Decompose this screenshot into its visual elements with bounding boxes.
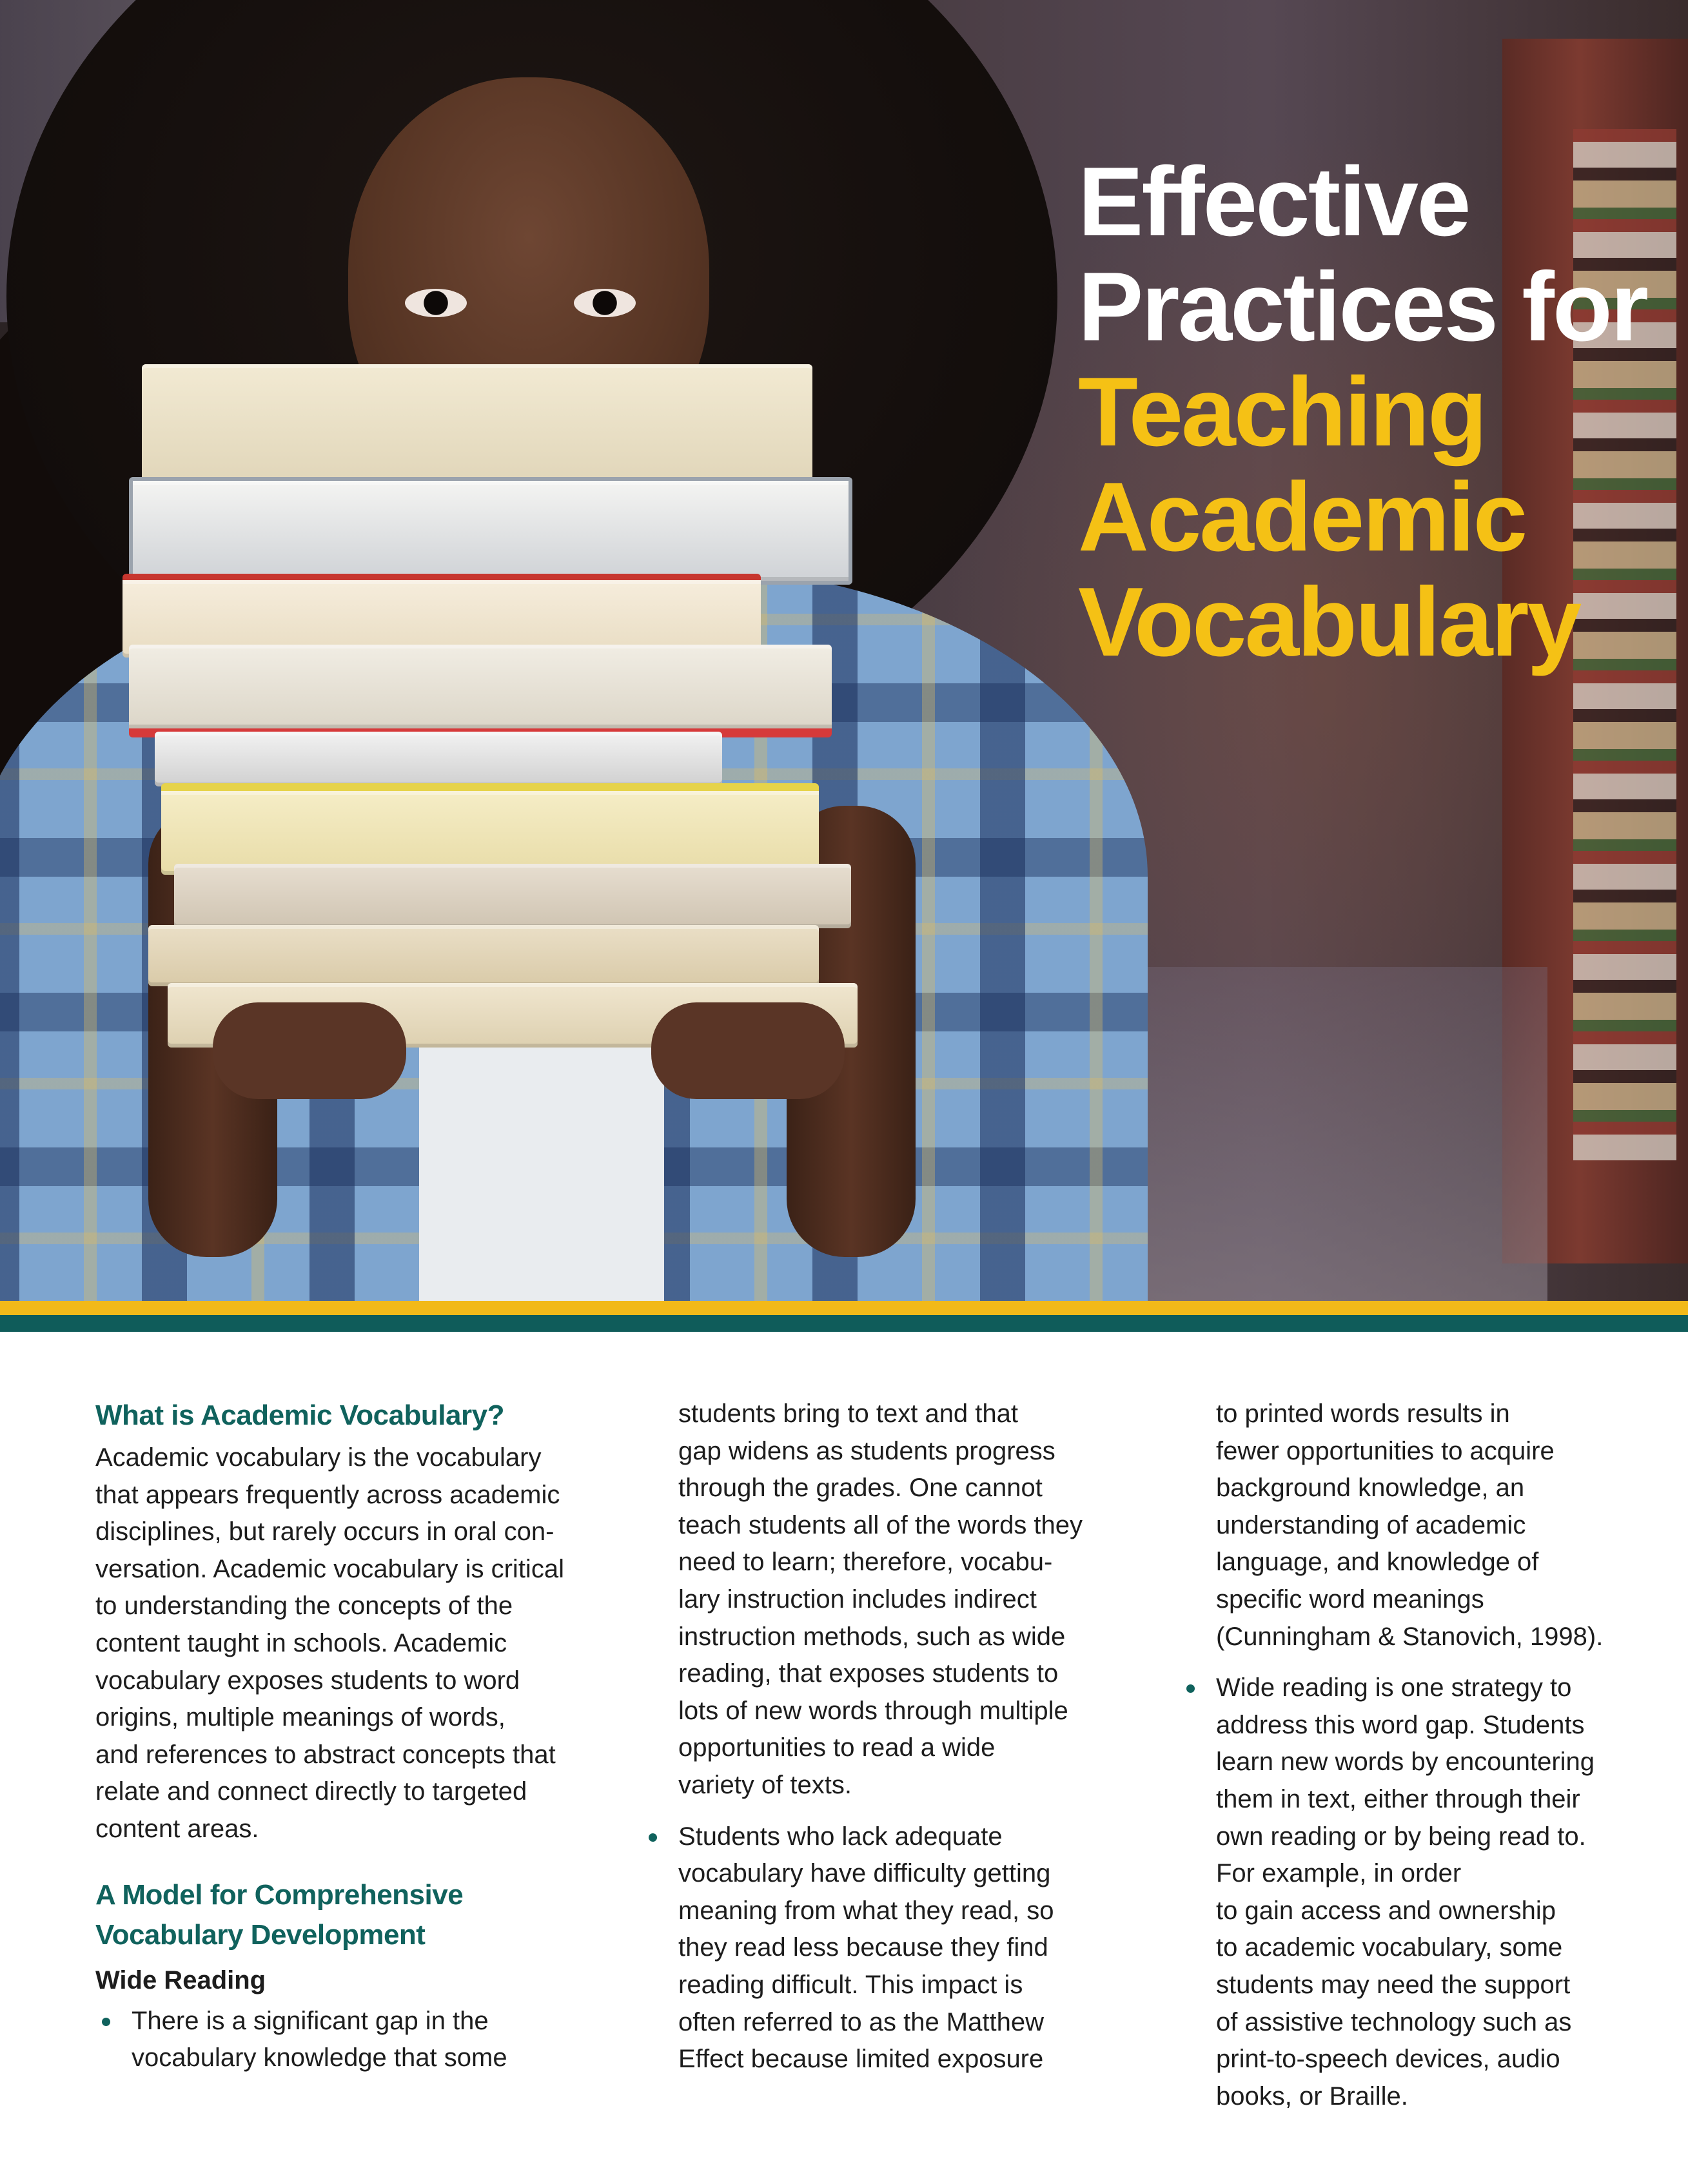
text-line: they read less because they find bbox=[678, 1933, 1048, 1962]
text-line: fewer opportunities to acquire bbox=[1216, 1436, 1555, 1465]
text-line: address this word gap. Students bbox=[1216, 1710, 1585, 1739]
text-line: (Cunningham & Stanovich, 1998). bbox=[1216, 1622, 1604, 1651]
heading-model-line: A Model for Comprehensive bbox=[95, 1878, 464, 1911]
text-line: understanding of academic bbox=[1216, 1510, 1526, 1539]
heading-model-line: Vocabulary Development bbox=[95, 1918, 426, 1951]
text-line: relate and connect directly to targeted bbox=[95, 1777, 527, 1806]
text-line: to gain access and ownership bbox=[1216, 1896, 1556, 1925]
text-line: language, and knowledge of bbox=[1216, 1548, 1539, 1577]
text-line: students may need the support bbox=[1216, 1970, 1571, 1999]
text-line: variety of texts. bbox=[678, 1770, 852, 1799]
text-line: lots of new words through multiple bbox=[678, 1696, 1068, 1725]
text-line: teach students all of the words they bbox=[678, 1510, 1083, 1539]
text-line: content taught in schools. Academic bbox=[95, 1628, 507, 1657]
book-2 bbox=[129, 477, 852, 585]
text-line: to understanding the concepts of the bbox=[95, 1592, 513, 1621]
text-column-3 bbox=[1180, 1396, 1663, 2115]
text-line: For example, in order bbox=[1216, 1859, 1462, 1888]
heading-model bbox=[95, 1875, 579, 1955]
text-line: that appears frequently across academic bbox=[95, 1480, 560, 1509]
text-line: vocabulary have difficulty getting bbox=[678, 1859, 1051, 1888]
book-5 bbox=[155, 732, 722, 786]
text-line: Students who lack adequate bbox=[678, 1822, 1003, 1851]
left-eye bbox=[405, 289, 467, 317]
text-line: specific word meanings bbox=[1216, 1584, 1484, 1614]
text-line: reading difficult. This impact is bbox=[678, 1970, 1023, 1999]
text-line: through the grades. One cannot bbox=[678, 1474, 1043, 1503]
text-line: Academic vocabulary is the vocabulary bbox=[95, 1443, 542, 1472]
text-line: meaning from what they read, so bbox=[678, 1896, 1054, 1925]
book-8 bbox=[148, 925, 819, 986]
text-line: gap widens as students progress bbox=[678, 1436, 1055, 1465]
text-line: origins, multiple meanings of words, bbox=[95, 1703, 505, 1732]
text-line: Wide reading is one strategy to bbox=[1216, 1673, 1572, 1702]
text-line: opportunities to read a wide bbox=[678, 1733, 996, 1762]
text-line: learn new words by encountering bbox=[1216, 1748, 1595, 1777]
text-line: background knowledge, an bbox=[1216, 1474, 1525, 1503]
bullet-item-3 bbox=[1180, 1670, 1663, 2115]
left-hand bbox=[213, 1002, 406, 1099]
text-line: to academic vocabulary, some bbox=[1216, 1933, 1563, 1962]
bullet-item-2-continued bbox=[1180, 1396, 1663, 1655]
text-line: vocabulary knowledge that some bbox=[132, 2043, 507, 2072]
divider-stripe-yellow bbox=[0, 1301, 1688, 1315]
heading-what-is: What is Academic Vocabulary? bbox=[95, 1399, 504, 1431]
intro-paragraph bbox=[95, 1439, 579, 1848]
book-6 bbox=[161, 783, 819, 875]
title-line-5: Vocabulary bbox=[1078, 567, 1580, 677]
text-line: of assistive technology such as bbox=[1216, 2007, 1572, 2036]
bullet-item-1 bbox=[95, 2003, 579, 2077]
text-line: Effect because limited exposure bbox=[678, 2045, 1044, 2074]
title-line-3: Teaching bbox=[1078, 357, 1486, 467]
book-4 bbox=[129, 645, 832, 737]
text-line: print-to-speech devices, audio bbox=[1216, 2045, 1560, 2074]
text-line: to printed words results in bbox=[1216, 1399, 1510, 1428]
text-line: vocabulary exposes students to word bbox=[95, 1666, 520, 1695]
text-line: students bring to text and that bbox=[678, 1399, 1019, 1428]
book-7 bbox=[174, 864, 851, 928]
text-line: books, or Braille. bbox=[1216, 2082, 1408, 2111]
bullet-item-2 bbox=[642, 1818, 1126, 2078]
bullet-item-1-continued bbox=[642, 1396, 1126, 1804]
text-line: versation. Academic vocabulary is critical bbox=[95, 1554, 564, 1583]
page-title bbox=[1078, 147, 1647, 677]
white-tshirt bbox=[419, 1019, 664, 1301]
text-line: content areas. bbox=[95, 1814, 259, 1843]
text-line: them in text, either through their bbox=[1216, 1784, 1580, 1813]
text-column-2 bbox=[642, 1396, 1126, 2078]
subheading-wide-reading: Wide Reading bbox=[95, 1965, 266, 1994]
text-line: often referred to as the Matthew bbox=[678, 2007, 1044, 2036]
right-hand bbox=[651, 1002, 845, 1099]
title-line-1: Effective bbox=[1078, 147, 1469, 257]
text-line: instruction methods, such as wide bbox=[678, 1622, 1066, 1651]
text-line: and references to abstract concepts that bbox=[95, 1740, 556, 1769]
text-line: lary instruction includes indirect bbox=[678, 1584, 1037, 1614]
right-eye bbox=[574, 289, 636, 317]
text-line: disciplines, but rarely occurs in oral con- bbox=[95, 1517, 554, 1546]
text-line: own reading or by being read to. bbox=[1216, 1822, 1586, 1851]
text-line: need to learn; therefore, vocabu- bbox=[678, 1548, 1053, 1577]
text-line: There is a significant gap in the bbox=[132, 2006, 489, 2035]
text-line: reading, that exposes students to bbox=[678, 1659, 1059, 1688]
title-line-4: Academic bbox=[1078, 462, 1526, 572]
book-1 bbox=[142, 364, 812, 490]
text-column-1 bbox=[95, 1396, 579, 2077]
title-line-2: Practices for bbox=[1078, 252, 1647, 362]
divider-stripe-teal bbox=[0, 1315, 1688, 1332]
